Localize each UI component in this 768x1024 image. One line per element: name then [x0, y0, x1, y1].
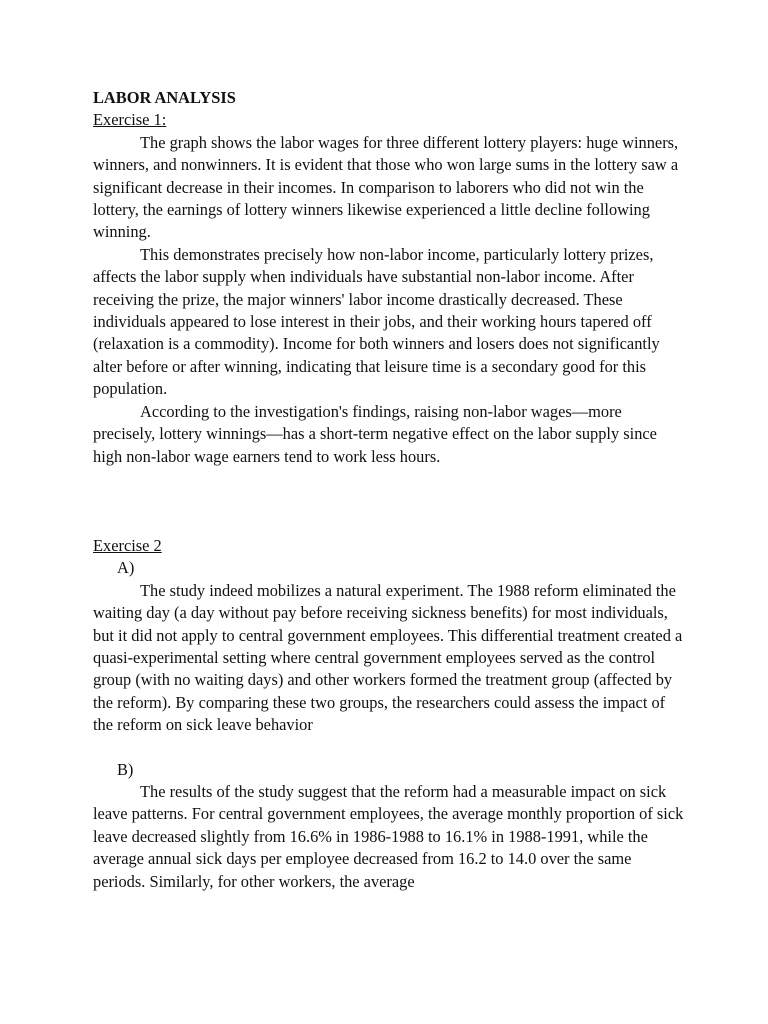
- section-spacer: [93, 468, 685, 535]
- part-spacer: [93, 737, 685, 759]
- exercise-2-part-a-text: The study indeed mobilizes a natural experiment. The 1988 reform eliminated the waiting day (a day without pay before receiving sickness benefits) for most individuals, but it did not apply to central government employees. This differential treatment created a quasi-experimental setting where central government employees served as the control group (with no waiting days) and other workers formed the treatment group (affected by the reform). By comparing these two groups, the researchers could assess the impact of the reform on sick leave behavior: [93, 580, 683, 735]
- exercise-2-heading: Exercise 2: [93, 535, 162, 555]
- document-page: [93, 87, 685, 893]
- exercise-2-part-b-text: The results of the study suggest that the reform had a measurable impact on sick leave patterns. For central government employees, the average monthly proportion of sick leave decreased slightly from 16.6% in 1986-1988 to 16.1% in 1988-1991, while the average annual sick days per employee decreased from 16.2 to 14.0 over the same periods. Similarly, for other workers, the average: [93, 781, 684, 891]
- exercise-1-paragraph-2: This demonstrates precisely how non-labor income, particularly lottery prizes, affects the labor supply when individuals have substantial non-labor income. After receiving the prize, the major winners' labor income drastically decreased. These individuals appeared to lose interest in their jobs, and their working hours tapered off (relaxation is a commodity). Income for both winners and losers does not significantly alter before or after winning, indicating that leisure time is a secondary good for this population.: [93, 244, 660, 399]
- exercise-2-part-b-label: B): [117, 759, 134, 779]
- exercise-2-part-a-label: A): [117, 558, 135, 578]
- document-title: LABOR ANALYSIS: [93, 88, 236, 107]
- exercise-1-paragraph-1: The graph shows the labor wages for three different lottery players: huge winners, winners, and nonwinners. It is evident that those who won large sums in the lottery saw a significant decrease in their incomes. In comparison to laborers who did not win the lottery, the earnings of lottery winners likewise experienced a little decline following winning.: [93, 132, 679, 242]
- exercise-1-paragraph-3: According to the investigation's findings, raising non-labor wages—more precisely, lottery winnings—has a short-term negative effect on the labor supply since high non-labor wage earners tend to work less hours.: [93, 401, 657, 466]
- exercise-1-heading: Exercise 1:: [93, 110, 167, 130]
